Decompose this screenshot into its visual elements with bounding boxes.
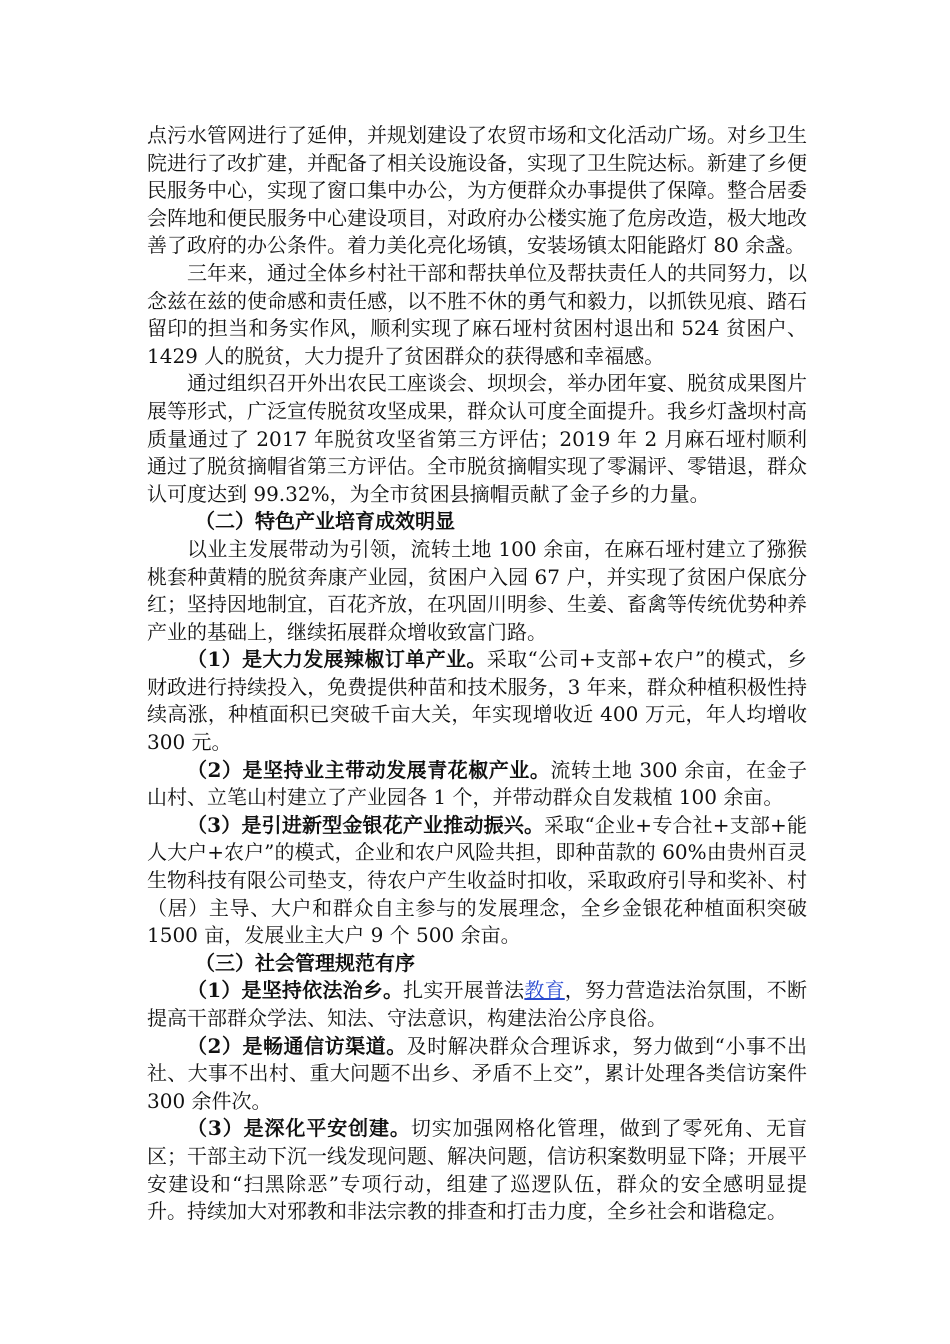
section-heading-industry-text: （二）特色产业培育成效明显 <box>195 509 455 534</box>
paragraph-poverty-exit: 三年来，通过全体乡村社干部和帮扶单位及帮扶责任人的共同努力，以念兹在兹的使命感和责任感，以不胜不休的勇气和毅力，以抓铁见痕、踏石留印的担当和务实作风，顺利实现了麻石垭村贫困村退出和 524 贫困户、1429 人的脱贫，大力提升了贫困群众的获得感和幸福感。 <box>147 260 807 368</box>
paragraph-infrastructure: 点污水管网进行了延伸，并规划建设了农贸市场和文化活动广场。对乡卫生院进行了改扩建，并配备了相关设施设备，实现了卫生院达标。新建了乡便民服务中心，实现了窗口集中办公，为方便群众办事提供了保障。整合居委会阵地和便民服务中心建设项目，对政府办公楼实施了危房改造，极大地改善了政府的办公条件。着力美化亮化场镇，安装场镇太阳能路灯 80 余盏。 <box>147 123 807 258</box>
section-heading-industry <box>147 508 807 536</box>
list-item-honeysuckle <box>147 812 807 950</box>
list-item-text: 采取“企业+专合社+支部+能人大户+农户”的模式，企业和农户风险共担，即种苗款的 60%由贵州百灵生物科技有限公司垫支，待农户产生收益时扣收，采取政府引导和奖补、村（居）主导、大户和群众自主参与的发展理念，全乡金银花种植面积突破 1500 亩，发展业主大户 9 个 500 余亩。 <box>147 812 807 948</box>
list-item-safety <box>147 1115 807 1225</box>
list-item-chili <box>147 646 807 756</box>
list-item-text: 及时解决群众合理诉求，努力做到“小事不出社、大事不出村、重大问题不出乡、矛盾不上交”，累计处理各类信访案件 300 余件次。 <box>147 1033 807 1113</box>
list-item-text: 流转土地 300 余亩，在金子山村、立笔山村建立了产业园各 1 个，并带动群众自发栽植 100 余亩。 <box>147 757 807 810</box>
list-item-lead: （1）是坚持依法治乡。 <box>187 978 404 1003</box>
list-item-lead: （2）是畅通信访渠道。 <box>187 1033 407 1058</box>
section-heading-social <box>147 950 807 978</box>
list-item-text: 切实加强网格化管理，做到了零死角、无盲区；干部主动下沉一线发现问题、解决问题，信访积案数明显下降；开展平安建设和“扫黑除恶”专项行动，组建了巡逻队伍，群众的安全感明显提升。持续加大对邪教和非法宗教的排查和打击力度，全乡社会和谐稳定。 <box>147 1116 807 1224</box>
list-item-lead: （3）是深化平安创建。 <box>187 1116 411 1141</box>
list-item-lead: （2）是坚持业主带动发展青花椒产业。 <box>187 757 551 782</box>
document-page <box>147 122 807 1226</box>
list-item-lead: （1）是大力发展辣椒订单产业。 <box>187 647 487 672</box>
list-item-text: ，努力营造法治氛围，不断提高干部群众学法、知法、守法意识，构建法治公序良俗。 <box>147 978 808 1030</box>
paragraph-industry-intro: 以业主发展带动为引领，流转土地 100 余亩，在麻石垭村建立了猕猴桃套种黄精的脱贫奔康产业园，贫困户入园 67 户，并实现了贫困户保底分红；坚持因地制宜，百花齐放，在巩固川明参、生姜、畜禽等传统优势种养产业的基础上，继续拓展群众增收致富门路。 <box>147 536 807 644</box>
list-item-pepper <box>147 757 807 812</box>
list-item-lead: （3）是引进新型金银花产业推动振兴。 <box>187 812 545 837</box>
list-item-text: 扎实开展普法 <box>403 978 525 1003</box>
list-item-text: 采取“公司+支部+农户”的模式，乡财政进行持续投入，免费提供种苗和技术服务，3 年来，群众种植积极性持续高涨，种植面积已突破千亩大关，年实现增收近 400 万元，年人均增收 300 元。 <box>147 647 807 755</box>
list-item-rule-of-law <box>147 977 807 1032</box>
list-item-petitions <box>147 1033 807 1116</box>
paragraph-publicity: 通过组织召开外出农民工座谈会、坝坝会，举办团年宴、脱贫成果图片展等形式，广泛宣传脱贫攻坚成果，群众认可度全面提升。我乡灯盏坝村高质量通过了 2017 年脱贫攻坚省第三方评估；2019 年 2 月麻石垭村顺利通过了脱贫摘帽省第三方评估。全市脱贫摘帽实现了零漏评、零错退，群众认可度达到 99.32%，为全市贫困县摘帽贡献了金子乡的力量。 <box>147 371 807 506</box>
education-link[interactable]: 教育 <box>524 978 565 1003</box>
section-heading-social-text: （三）社会管理规范有序 <box>195 950 415 975</box>
